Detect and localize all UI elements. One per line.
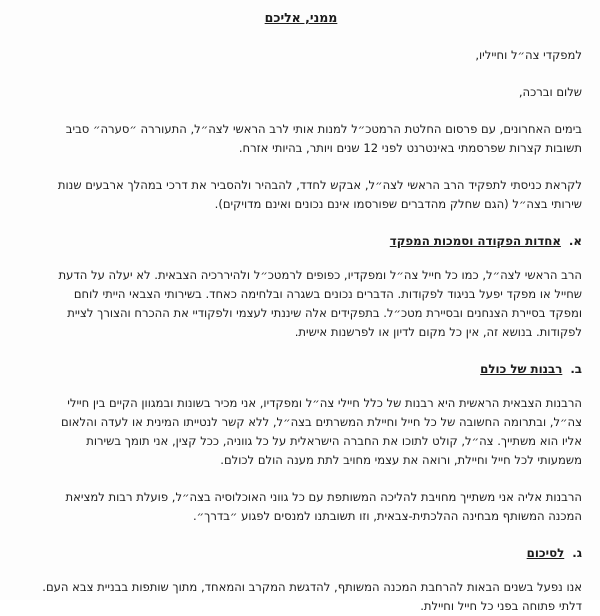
paragraph-line: תשובות קצרות שפרסמתי באינטרנט לפני 12 שנים ויותר, בהיותי אזרח. xyxy=(238,141,582,155)
section-title: לסיכום xyxy=(526,546,565,560)
section-number: ב. xyxy=(570,362,582,376)
paragraph-line: הרבנות הצבאית הראשית היא רבנות של כלל חיילי צה״ל ומפקדיו, אני מכיר בשונות ובמגוון הקיים בין חיילי xyxy=(67,396,582,410)
section-a-paragraph xyxy=(20,266,582,342)
section-number: ג. xyxy=(572,546,582,560)
intro-paragraph xyxy=(20,120,582,158)
section-c-paragraph xyxy=(20,578,582,616)
paragraph-line: שירותי בצה״ל (הגם שחלק מהדברים שפורסמו אינם נכונים ואינם מדויקים). xyxy=(214,197,582,211)
section-b-paragraph-2 xyxy=(20,488,582,526)
paragraph-line: בימים האחרונים, עם פרסום החלטת הרמטכ״ל למנות אותי לרב הראשי לצה״ל, התעוררה ״סערה״ סביב xyxy=(65,122,582,136)
section-heading-c xyxy=(20,544,582,562)
letter-title: ממני, אליכם xyxy=(264,10,338,25)
section-title: רבנות של כולם xyxy=(480,362,563,376)
paragraph-line: דלתי פתוחה בפני כל חייל וחיילת. xyxy=(420,599,582,613)
intro2-paragraph xyxy=(20,176,582,214)
paragraph-line: אליו הוא משתייך. צה״ל, קולט לתוכו את החברה הישראלית על כל גווניה, ככל קצין, אני תומך בשירות xyxy=(86,434,582,448)
paragraph-line: לקראת כניסתי לתפקיד הרב הראשי לצה״ל, אבקש לחדד, להבהיר ולהסביר את דרכי במהלך ארבעים שנות xyxy=(57,178,582,192)
greeting: למפקדי צה״ל וחייליו, xyxy=(475,48,582,62)
section-heading-a xyxy=(20,232,582,250)
paragraph-line: הרבנות אליה אני משתייך מחויבת להליכה המשותפת עם כל גווני האוכלוסיה בצה״ל, פועלת רבות למציאת xyxy=(65,490,582,504)
paragraph-line: הרב הראשי לצה״ל, כמו כל חייל צה״ל ומפקדיו, כפופים לרמטכ״ל ולהיררכיה הצבאית. לא יעלה על הדעת xyxy=(58,268,582,282)
paragraph-line: אנו נפעל בשנים הבאות להרחבת המכנה המשותף, להדגשת המקרב והמאחד, מתוך שותפות בבניית צבא העם. xyxy=(42,580,582,594)
section-title: אחדות הפקודה וסמכות המפקד xyxy=(389,234,561,248)
paragraph-line: המכנה המשותף מבחינה ההלכתית-צבאית, וזו תשובתנו למנסים לפגוע ״בדרך״. xyxy=(192,509,582,523)
section-b-paragraph xyxy=(20,394,582,470)
paragraph-line: משמעותי לכל חייל וחיילת, ורואה את עצמי מחויב לתת מענה הולם לכולם. xyxy=(220,453,582,467)
paragraph-line: ומפקד בסיירת הצנחנים ובסיירת מטכ״ל. בתפקידים אלה שיננתי לעצמי ולפקודיי את ההכרח והצורך לציית xyxy=(67,306,582,320)
salutation: שלום וברכה, xyxy=(518,85,582,99)
paragraph-line: שחייל או מפקד יפעל בניגוד לפקודות. הדברים נכונים בשגרה ובלחימה כאחד. בשירותי הצבאי הייתי לוחם xyxy=(73,287,582,301)
section-number: א. xyxy=(568,234,582,248)
paragraph-line: צה״ל, ובתרומה החשובה של כל חייל וחיילת המשרתים בצה״ל, ללא קשר לנטייתו המינית או לעדה והלאום xyxy=(60,415,582,429)
section-heading-b xyxy=(20,360,582,378)
paragraph-line: לפקודות. בנושא זה, אין כל מקום לדיון או לפרשנות אישית. xyxy=(294,325,582,339)
